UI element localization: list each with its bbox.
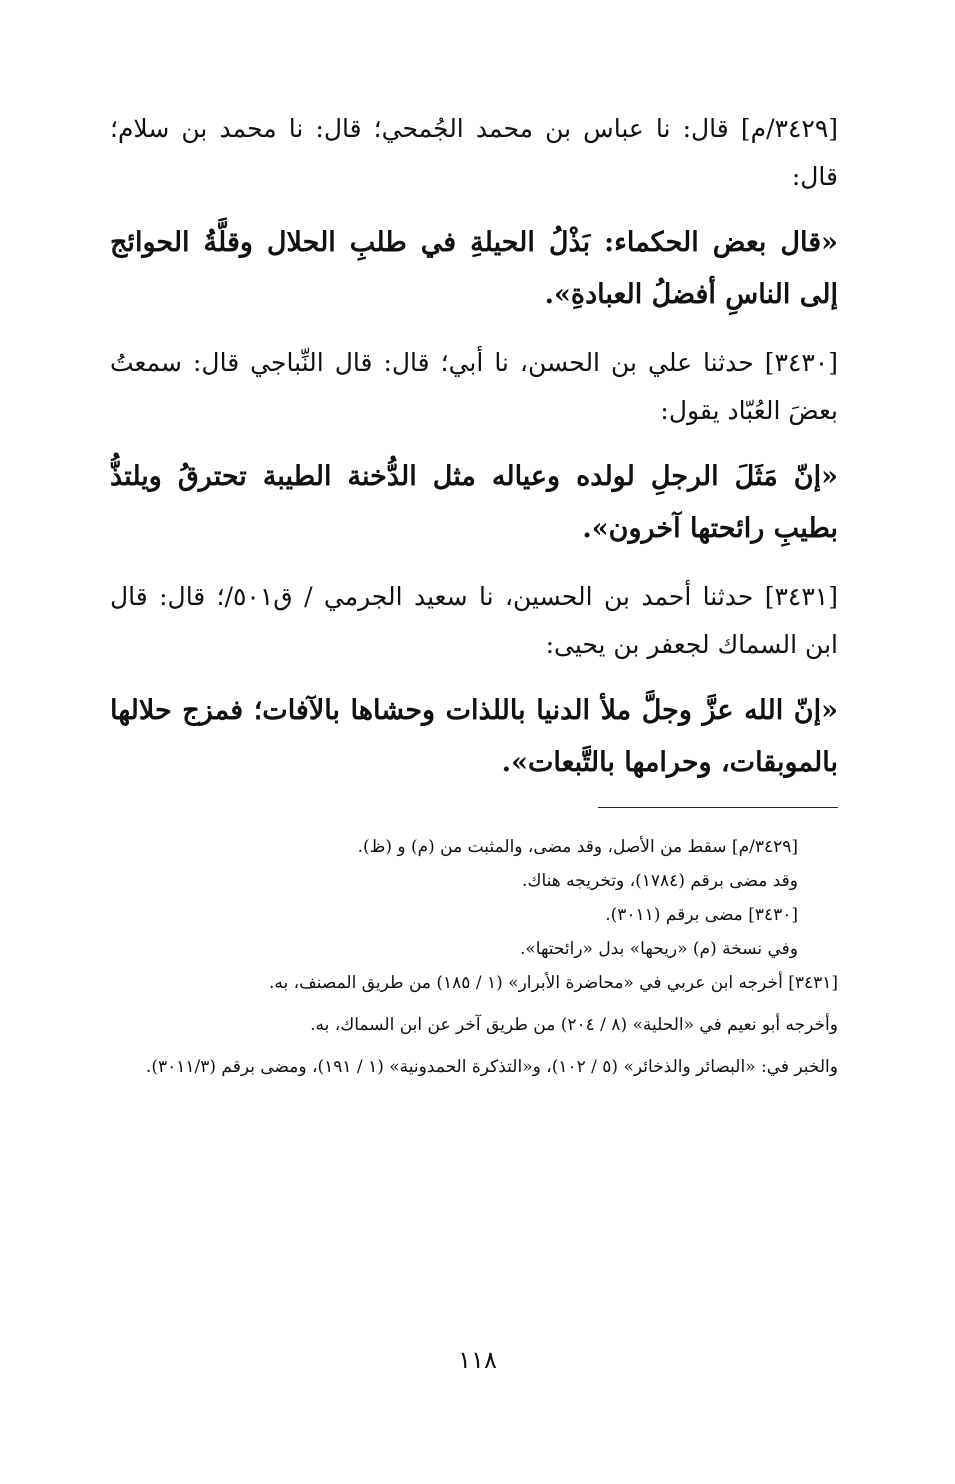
entry-3429m: [110, 105, 838, 201]
footnote: [٣٤٣١] أخرجه ابن عربي في «محاضرة الأبرار» (١ / ١٨٥) من طريق المصنف، به.: [268, 973, 838, 993]
footnote: وقد مضى برقم (١٧٨٤)، وتخريجه هناك.: [522, 871, 798, 891]
footnotes: [110, 830, 838, 1084]
entry-3430: [110, 339, 838, 435]
entry-3431: [110, 573, 838, 669]
footnote: وأخرجه أبو نعيم في «الحلية» (٨ / ٢٠٤) من طريق آخر عن ابن السماك، به.: [310, 1015, 838, 1035]
entry-quote: «قال بعض الحكماء: بَذْلُ الحيلةِ في طلبِ الحلال وقلَّةُ الحوائج إلى الناسِ أفضلُ العبادةِ».: [110, 227, 838, 310]
page-number: ١١٨: [458, 1346, 497, 1374]
footnote: [٣٤٣٠] مضى برقم (٣٠١١).: [605, 905, 798, 925]
page-body: [110, 105, 838, 1084]
footnote: والخبر في: «البصائر والذخائر» (٥ / ١٠٢)، و«التذكرة الحمدونية» (١ / ١٩١)، ومضى برقم (٣٠١١/٣).: [145, 1057, 838, 1077]
entry-quote: «إنّ مَثَلَ الرجلِ لولده وعياله مثل الدُّخنة الطيبة تحترقُ ويلتذُّ بطيبِ رائحتها آخرون».: [110, 461, 838, 544]
entry-quote: «إنّ الله عزَّ وجلَّ ملأ الدنيا باللذات وحشاها بالآفات؛ فمزج حلالها بالموبقات، وحرامها بالتَّبعات».: [110, 695, 838, 778]
footnote: [٣٤٢٩/م] سقط من الأصل، وقد مضى، والمثبت من (م) و (ظ).: [357, 837, 798, 857]
footnote-divider: [598, 807, 838, 808]
entry-chain: حدثنا أحمد بن الحسين، نا سعيد الجرمي / ق٥٠١/؛ قال: قال ابن السماك لجعفر بن يحيى:: [110, 582, 838, 659]
entry-number: [٣٤٢٩/م]: [740, 114, 839, 143]
entry-chain: قال: نا عباس بن محمد الجُمحي؛ قال: نا محمد بن سلام؛ قال:: [110, 114, 838, 191]
entry-number: [٣٤٣١]: [764, 582, 838, 611]
entry-number: [٣٤٣٠]: [764, 348, 838, 377]
footnote: وفي نسخة (م) «ريحها» بدل «رائحتها».: [519, 939, 798, 959]
entry-chain: حدثنا علي بن الحسن، نا أبي؛ قال: قال النِّباجي قال: سمعتُ بعضَ العُبّاد يقول:: [110, 348, 838, 425]
